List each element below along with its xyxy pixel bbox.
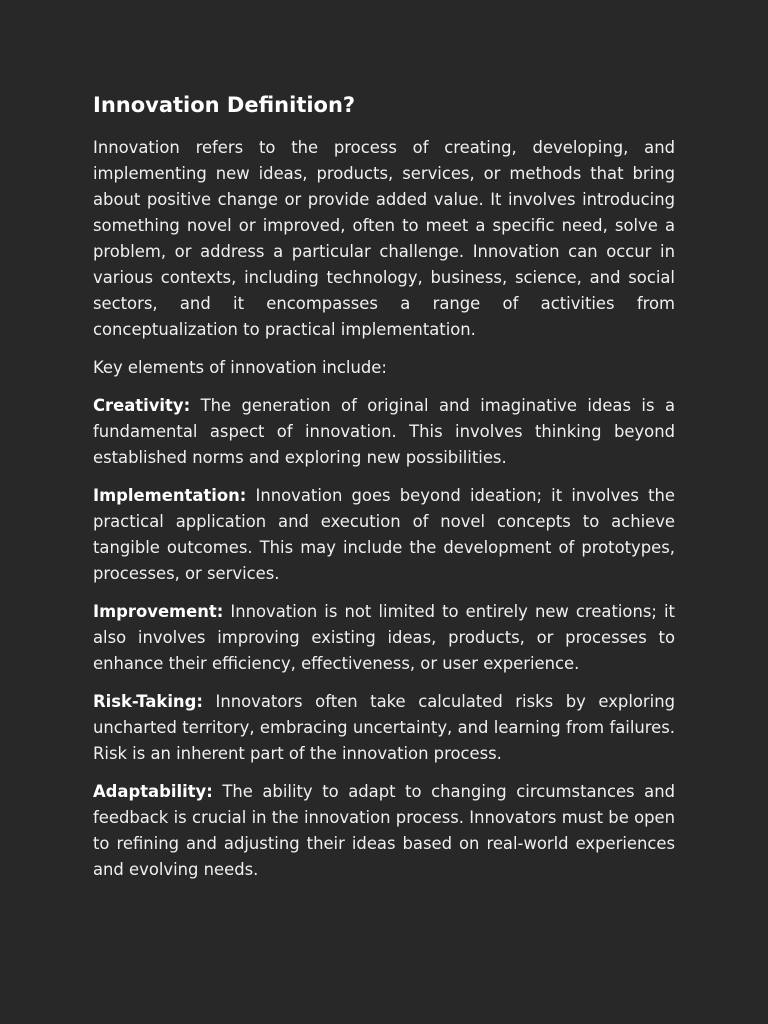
element-text: Innovation is not limited to entirely new creations; it also involves improving existing ideas, products, or processes to enhance their efficiency, effectiveness, or user experience. [93, 602, 675, 673]
element-term: Adaptability: [93, 782, 213, 801]
element-term: Creativity: [93, 396, 191, 415]
page-title: Innovation Definition? [93, 93, 356, 117]
key-elements-heading: Key elements of innovation include: [93, 358, 387, 377]
element-term: Risk-Taking: [93, 692, 203, 711]
element-text: The generation of original and imaginative ideas is a fundamental aspect of innovation. This involves thinking beyond established norms and exploring new possibilities. [93, 396, 675, 467]
element-improvement [93, 599, 675, 677]
element-implementation [93, 483, 675, 587]
element-text: The ability to adapt to changing circumstances and feedback is crucial in the innovation process. Innovators must be open to refining and adjusting their ideas based on real-world experiences and evolving needs. [93, 782, 675, 879]
element-text: Innovators often take calculated risks by exploring uncharted territory, embracing uncertainty, and learning from failures. Risk is an inherent part of the innovation process. [93, 692, 675, 763]
element-text: Innovation goes beyond ideation; it involves the practical application and execution of novel concepts to achieve tangible outcomes. This may include the development of prototypes, processes, or services. [93, 486, 675, 583]
intro-paragraph: Innovation refers to the process of creating, developing, and implementing new ideas, products, services, or methods that bring about positive change or provide added value. It involves introducing something novel or improved, often to meet a specific need, solve a problem, or address a particular challenge. Innovation can occur in various contexts, including technology, business, science, and social sectors, and it encompasses a range of activities from conceptualization to practical implementation. [93, 138, 675, 339]
element-term: Implementation: [93, 486, 247, 505]
element-risk-taking [93, 689, 675, 767]
element-term: Improvement: [93, 602, 224, 621]
element-adaptability [93, 779, 675, 883]
element-creativity [93, 393, 675, 471]
